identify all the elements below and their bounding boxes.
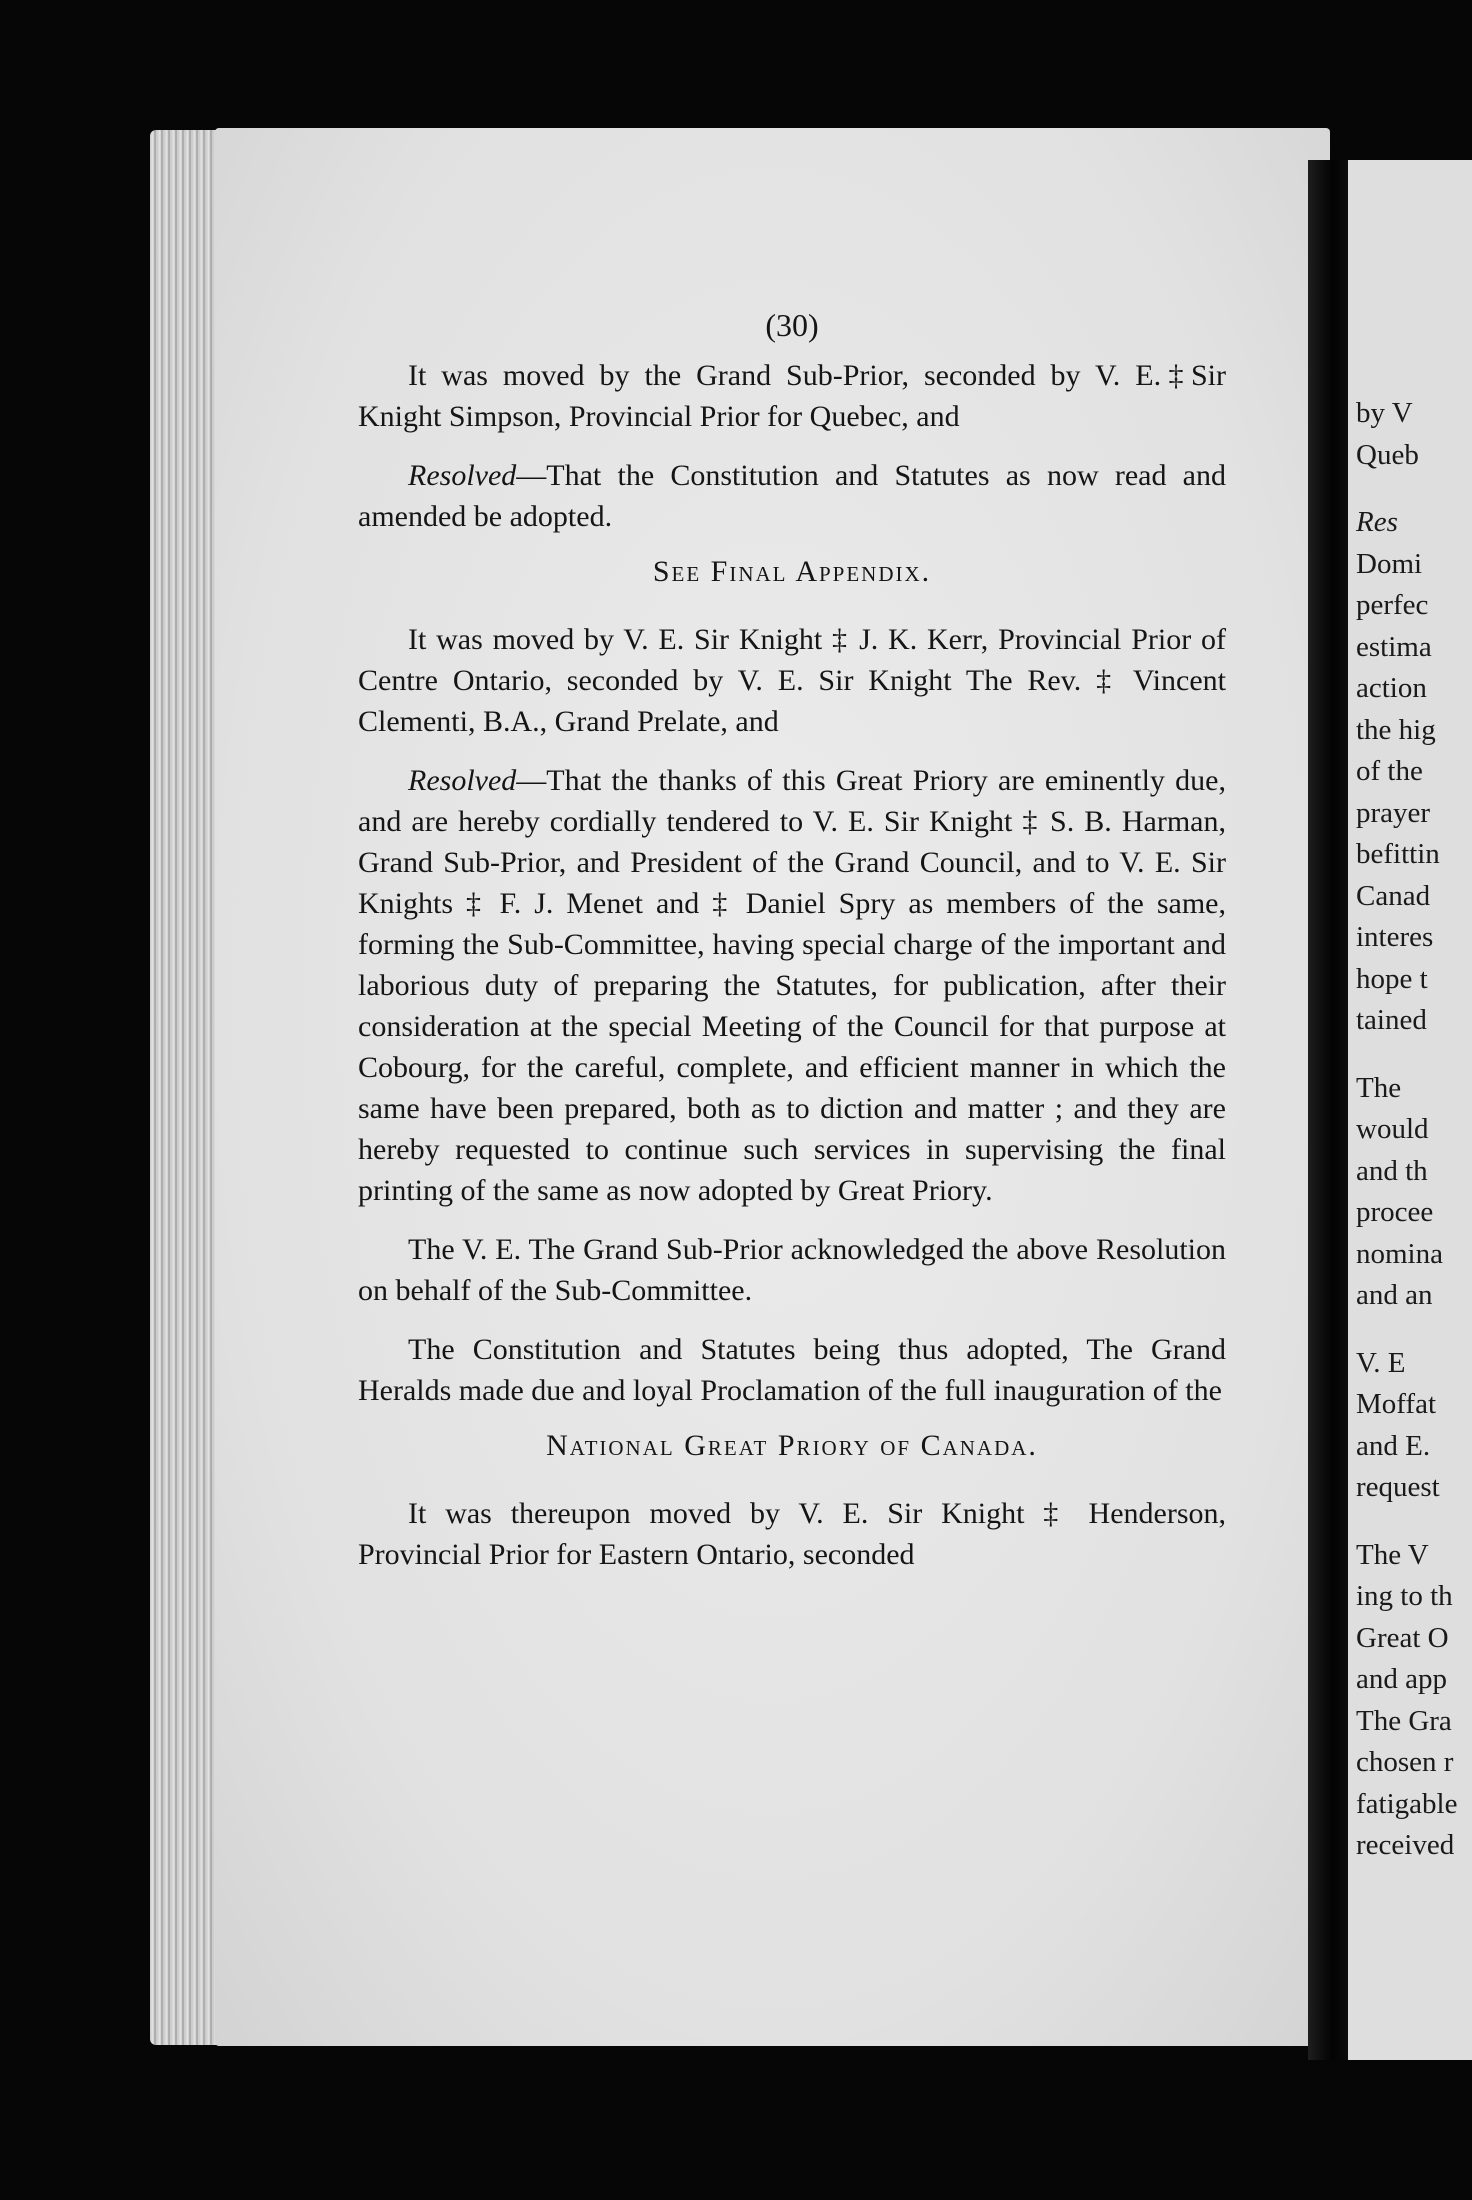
facing-line: perfec xyxy=(1356,589,1429,621)
facing-line: befittin xyxy=(1356,838,1440,870)
paragraph-resolution-2 xyxy=(358,760,1226,1211)
facing-line: prayer xyxy=(1356,796,1431,829)
facing-line: Queb xyxy=(1356,438,1419,471)
book-gutter xyxy=(1308,160,1348,2060)
paragraph-proclamation: The Constitution and Statutes being thus adopted, The Grand Heralds made due and loyal Proclamation of the full inauguration of the xyxy=(358,1333,1226,1407)
facing-page-text xyxy=(1356,393,1472,1867)
facing-line: of the xyxy=(1356,755,1423,787)
facing-line: received xyxy=(1356,1829,1455,1861)
facing-line: action xyxy=(1356,672,1427,704)
facing-line: and E. xyxy=(1356,1429,1431,1462)
page-number: (30) xyxy=(765,307,819,343)
facing-line: Moffat xyxy=(1356,1388,1437,1420)
facing-line: interes xyxy=(1356,921,1434,953)
resolution-text: —That the thanks of this Great Priory are eminently due, and are hereby cordially tendered to V. E. Sir Knight ‡ S. B. Harman, Grand Sub-Prior, and President of the Grand Council, and to V. E. Sir Knights ‡ F. J. Menet and ‡ Daniel Spry as members of the same, forming the Sub-Committee, having special charge of the important and laborious duty of preparing the Statutes, for publication, after their consideration at the special Meeting of the Council for that purpose at Cobourg, for the careful, complete, and efficient manner in which the same have been prepared, both as to diction and matter ; and they are hereby requested to continue such services in supervising the final printing of the same as now adopted by Great Priory. xyxy=(358,764,1226,1207)
section-heading-national-priory: National Great Priory of Canada. xyxy=(546,1429,1038,1462)
paragraph-motion-2: It was moved by V. E. Sir Knight ‡ J. K. Kerr, Provincial Prior of Centre Ontario, seconded by V. E. Sir Knight The Rev. ‡ Vincent Clementi, B.A., Grand Prelate, and xyxy=(358,623,1226,738)
facing-line: chosen r xyxy=(1356,1746,1454,1778)
facing-page xyxy=(1348,160,1472,2060)
facing-line: The Gra xyxy=(1356,1704,1452,1737)
resolution-text: —That the Constitution and Statutes as now read and amended be adopted. xyxy=(358,459,1226,533)
facing-line: The xyxy=(1356,1071,1402,1104)
facing-line: nomina xyxy=(1356,1237,1443,1270)
facing-line: The V xyxy=(1356,1538,1429,1571)
facing-line: by V xyxy=(1356,397,1413,429)
facing-line: request xyxy=(1356,1471,1440,1503)
facing-line: V. E xyxy=(1356,1346,1406,1379)
facing-line: procee xyxy=(1356,1196,1434,1228)
facing-line: ing to th xyxy=(1356,1580,1453,1612)
section-heading-appendix: See Final Appendix. xyxy=(652,555,932,588)
facing-line: and th xyxy=(1356,1154,1428,1187)
facing-line: the hig xyxy=(1356,713,1436,746)
facing-line: hope t xyxy=(1356,962,1428,995)
facing-line: would xyxy=(1356,1113,1429,1145)
facing-line: Domi xyxy=(1356,547,1423,580)
facing-line: Res xyxy=(1356,506,1398,538)
facing-line: Canad xyxy=(1356,879,1431,912)
paragraph-motion-3: It was thereupon moved by V. E. Sir Knight ‡ Henderson, Provincial Prior for Eastern Ontario, seconded xyxy=(358,1497,1226,1571)
resolved-label: Resolved xyxy=(408,764,517,797)
facing-line: fatigable xyxy=(1356,1787,1458,1820)
resolved-label: Resolved xyxy=(408,459,517,492)
facing-line: and an xyxy=(1356,1279,1433,1311)
facing-line: estima xyxy=(1356,630,1432,663)
facing-line: tained xyxy=(1356,1004,1427,1036)
paragraph-resolution-1 xyxy=(358,455,1226,537)
paragraph-motion-1: It was moved by the Grand Sub-Prior, seconded by V. E.‡Sir Knight Simpson, Provincial Prior for Quebec, and xyxy=(358,359,1226,433)
page-content xyxy=(358,300,1226,1593)
facing-line: Great O xyxy=(1356,1621,1449,1654)
paragraph-acknowledgement: The V. E. The Grand Sub-Prior acknowledged the above Resolution on behalf of the Sub-Committee. xyxy=(358,1233,1226,1307)
facing-line: and app xyxy=(1356,1663,1447,1695)
